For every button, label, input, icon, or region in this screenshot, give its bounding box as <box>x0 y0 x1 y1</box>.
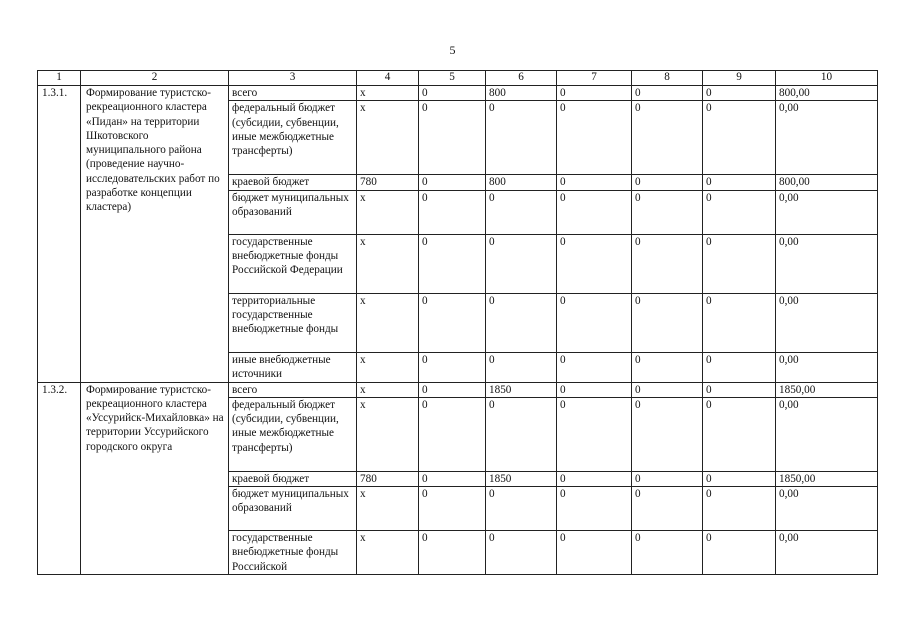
value-cell: 0 <box>419 487 486 531</box>
column-header: 9 <box>703 71 776 86</box>
value-cell: x <box>357 101 419 175</box>
value-cell: x <box>357 293 419 352</box>
funding-source: территориальные государственные внебюджетные фонды <box>229 293 357 352</box>
funding-source: бюджет муниципальных образований <box>229 487 357 531</box>
value-cell: 0 <box>703 175 776 190</box>
value-cell: 0 <box>632 397 703 471</box>
funding-source: всего <box>229 382 357 397</box>
value-cell: 0 <box>632 234 703 293</box>
value-cell: 0 <box>419 190 486 234</box>
value-cell: 0,00 <box>776 101 878 175</box>
value-cell: 780 <box>357 471 419 486</box>
value-cell: 0 <box>632 190 703 234</box>
value-cell: 0 <box>703 101 776 175</box>
value-cell: 0 <box>486 190 557 234</box>
item-name: Формирование туристско-рекреационного кластера «Пидан» на территории Шкотовского муниципального района (проведение научно-исследовательских работ по разработке концепции кластера) <box>81 86 229 383</box>
value-cell: 0 <box>703 293 776 352</box>
table-row <box>38 86 878 101</box>
column-header: 3 <box>229 71 357 86</box>
value-cell: 0 <box>486 397 557 471</box>
value-cell: 0 <box>419 352 486 382</box>
value-cell: x <box>357 487 419 531</box>
value-cell: 0 <box>419 382 486 397</box>
item-code: 1.3.1. <box>38 86 81 383</box>
value-cell: 800,00 <box>776 86 878 101</box>
value-cell: 0 <box>703 531 776 575</box>
column-header: 10 <box>776 71 878 86</box>
value-cell: 0 <box>486 487 557 531</box>
value-cell: 0 <box>557 397 632 471</box>
value-cell: 0 <box>703 86 776 101</box>
value-cell: 0 <box>557 382 632 397</box>
value-cell: 0,00 <box>776 531 878 575</box>
value-cell: 0 <box>632 86 703 101</box>
item-code: 1.3.2. <box>38 382 81 575</box>
value-cell: 0,00 <box>776 487 878 531</box>
value-cell: 0 <box>632 487 703 531</box>
column-header: 5 <box>419 71 486 86</box>
value-cell: x <box>357 234 419 293</box>
column-header: 1 <box>38 71 81 86</box>
funding-source: краевой бюджет <box>229 471 357 486</box>
item-name: Формирование туристско-рекреационного кластера «Уссурийск-Михайловка» на территории Уссурийского городского округа <box>81 382 229 575</box>
value-cell: x <box>357 382 419 397</box>
value-cell: x <box>357 190 419 234</box>
value-cell: 0,00 <box>776 234 878 293</box>
value-cell: 0 <box>703 190 776 234</box>
value-cell: x <box>357 86 419 101</box>
value-cell: x <box>357 397 419 471</box>
value-cell: 0 <box>486 293 557 352</box>
value-cell: 0 <box>486 352 557 382</box>
column-header: 7 <box>557 71 632 86</box>
value-cell: 0 <box>419 234 486 293</box>
value-cell: 0 <box>557 471 632 486</box>
value-cell: 0 <box>703 234 776 293</box>
value-cell: 0 <box>557 101 632 175</box>
column-header: 8 <box>632 71 703 86</box>
value-cell: 0 <box>632 175 703 190</box>
value-cell: 800 <box>486 175 557 190</box>
value-cell: 800 <box>486 86 557 101</box>
value-cell: 0,00 <box>776 190 878 234</box>
value-cell: x <box>357 531 419 575</box>
column-header: 6 <box>486 71 557 86</box>
value-cell: 800,00 <box>776 175 878 190</box>
funding-source: всего <box>229 86 357 101</box>
value-cell: 0 <box>703 382 776 397</box>
value-cell: 0 <box>632 531 703 575</box>
value-cell: 0 <box>419 101 486 175</box>
funding-source: иные внебюджетные источники <box>229 352 357 382</box>
value-cell: x <box>357 352 419 382</box>
value-cell: 0 <box>486 234 557 293</box>
value-cell: 1850,00 <box>776 471 878 486</box>
value-cell: 0 <box>557 86 632 101</box>
value-cell: 0 <box>632 382 703 397</box>
value-cell: 1850 <box>486 471 557 486</box>
value-cell: 0 <box>557 531 632 575</box>
funding-source: государственные внебюджетные фонды Российской <box>229 531 357 575</box>
value-cell: 0 <box>486 531 557 575</box>
value-cell: 0 <box>557 293 632 352</box>
funding-source: государственные внебюджетные фонды Российской Федерации <box>229 234 357 293</box>
value-cell: 0 <box>632 352 703 382</box>
column-header: 2 <box>81 71 229 86</box>
page-number: 5 <box>449 43 456 57</box>
value-cell: 0 <box>703 487 776 531</box>
value-cell: 0 <box>557 190 632 234</box>
value-cell: 0 <box>419 471 486 486</box>
value-cell: 0 <box>419 175 486 190</box>
value-cell: 0 <box>703 397 776 471</box>
value-cell: 0 <box>419 531 486 575</box>
value-cell: 0 <box>557 175 632 190</box>
funding-source: краевой бюджет <box>229 175 357 190</box>
value-cell: 1850,00 <box>776 382 878 397</box>
funding-source: федеральный бюджет (субсидии, субвенции, иные межбюджетные трансферты) <box>229 101 357 175</box>
column-header: 4 <box>357 71 419 86</box>
value-cell: 0 <box>557 487 632 531</box>
budget-table <box>37 70 878 575</box>
funding-source: федеральный бюджет (субсидии, субвенции, иные межбюджетные трансферты) <box>229 397 357 471</box>
value-cell: 0 <box>703 352 776 382</box>
value-cell: 0 <box>557 352 632 382</box>
value-cell: 0 <box>632 293 703 352</box>
value-cell: 0 <box>419 397 486 471</box>
value-cell: 0,00 <box>776 352 878 382</box>
funding-source: бюджет муниципальных образований <box>229 190 357 234</box>
value-cell: 1850 <box>486 382 557 397</box>
value-cell: 0,00 <box>776 397 878 471</box>
value-cell: 0 <box>419 86 486 101</box>
value-cell: 0 <box>632 471 703 486</box>
value-cell: 780 <box>357 175 419 190</box>
value-cell: 0 <box>486 101 557 175</box>
value-cell: 0 <box>419 293 486 352</box>
value-cell: 0 <box>557 234 632 293</box>
value-cell: 0 <box>632 101 703 175</box>
value-cell: 0 <box>703 471 776 486</box>
table-row <box>38 382 878 397</box>
header-row <box>38 71 878 86</box>
value-cell: 0,00 <box>776 293 878 352</box>
